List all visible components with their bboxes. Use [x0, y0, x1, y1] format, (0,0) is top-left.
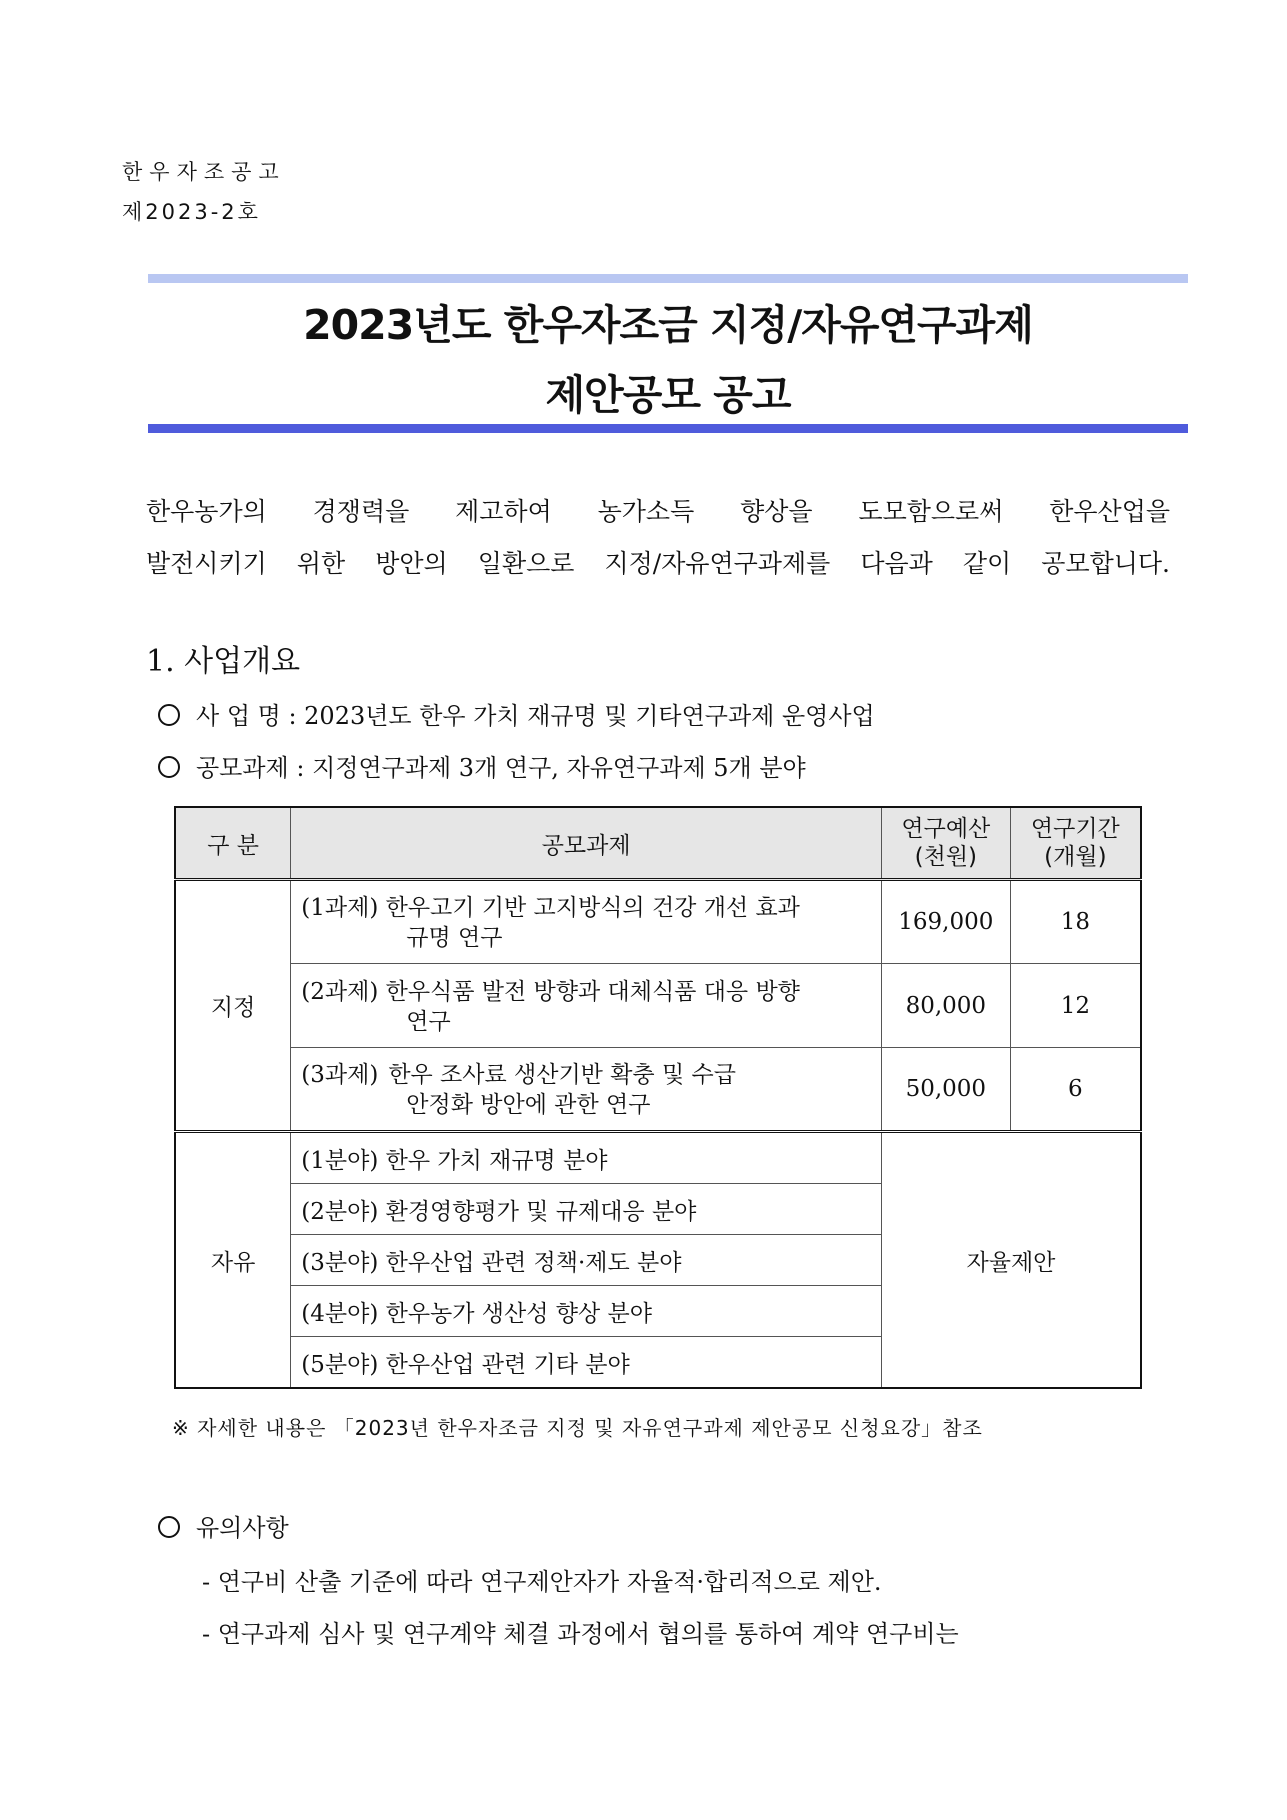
table-row — [175, 880, 1141, 964]
period-cell: 12 — [1010, 964, 1141, 1048]
intro-line2: 발전시키기 위한 방안의 일환으로 지정/자유연구과제를 다음과 같이 공모합니다. — [146, 549, 1170, 578]
page-title-line2: 제안공모 공고 — [545, 371, 791, 419]
header-period: 연구기간 (개월) — [1010, 807, 1141, 880]
circle-bullet-icon — [158, 756, 180, 778]
free-field-5: (5분야) 한우산업 관련 기타 분야 — [291, 1337, 882, 1389]
title-top-rule — [148, 274, 1188, 283]
task-table — [174, 806, 1142, 1389]
designated-task-2: (2과제) 한우식품 발전 방향과 대체식품 대응 방향 연구 — [291, 964, 882, 1048]
free-budget-note: 자율제안 — [881, 1132, 1141, 1389]
budget-cell: 169,000 — [881, 880, 1010, 964]
period-cell: 18 — [1010, 880, 1141, 964]
free-field-4: (4분야) 한우농가 생산성 향상 분야 — [291, 1286, 882, 1337]
free-field-1: (1분야) 한우 가치 재규명 분야 — [291, 1132, 882, 1184]
designated-task-1: (1과제) 한우고기 기반 고지방식의 건강 개선 효과 규명 연구 — [291, 880, 882, 964]
caution-item-2: - 연구과제 심사 및 연구계약 체결 과정에서 협의를 통하여 계약 연구비는 — [202, 1620, 959, 1648]
intro-line1: 한우농가의 경쟁력을 제고하여 농가소득 향상을 도모함으로써 한우산업을 — [146, 497, 1170, 526]
table-header-row — [175, 807, 1141, 880]
header-budget: 연구예산 (천원) — [881, 807, 1010, 880]
period-cell: 6 — [1010, 1048, 1141, 1132]
section-heading: 1. 사업개요 — [146, 644, 301, 679]
page-title-line1: 2023년도 한우자조금 지정/자유연구과제 — [303, 301, 1033, 349]
reference-note: ※ 자세한 내용은 「2023년 한우자조금 지정 및 자유연구과제 제안공모 신청요강」참조 — [172, 1416, 983, 1440]
free-field-2: (2분야) 환경영향평가 및 규제대응 분야 — [291, 1184, 882, 1235]
category-free: 자유 — [175, 1132, 291, 1389]
budget-cell: 50,000 — [881, 1048, 1010, 1132]
notice-number: 제2023-2호 — [122, 200, 261, 224]
circle-bullet-icon — [158, 1516, 180, 1538]
overview-item-tasks: 공모과제 : 지정연구과제 3개 연구, 자유연구과제 5개 분야 — [158, 748, 806, 783]
header-task: 공모과제 — [291, 807, 882, 880]
issuer-label: 한우자조공고 — [122, 160, 286, 184]
budget-cell: 80,000 — [881, 964, 1010, 1048]
caution-item-1: - 연구비 산출 기준에 따라 연구제안자가 자율적·합리적으로 제안. — [202, 1568, 882, 1596]
designated-task-3: (3과제) 한우 조사료 생산기반 확충 및 수급 안정화 방안에 관한 연구 — [291, 1048, 882, 1132]
table-row — [175, 964, 1141, 1048]
title-bottom-rule — [148, 424, 1188, 433]
table-row — [175, 1048, 1141, 1132]
table-row — [175, 1132, 1141, 1184]
category-designated: 지정 — [175, 880, 291, 1132]
free-field-3: (3분야) 한우산업 관련 정책·제도 분야 — [291, 1235, 882, 1286]
circle-bullet-icon — [158, 704, 180, 726]
caution-heading: 유의사항 — [158, 1508, 289, 1543]
overview-item-project: 사 업 명 : 2023년도 한우 가치 재규명 및 기타연구과제 운영사업 — [158, 696, 875, 731]
header-category: 구 분 — [175, 807, 291, 880]
